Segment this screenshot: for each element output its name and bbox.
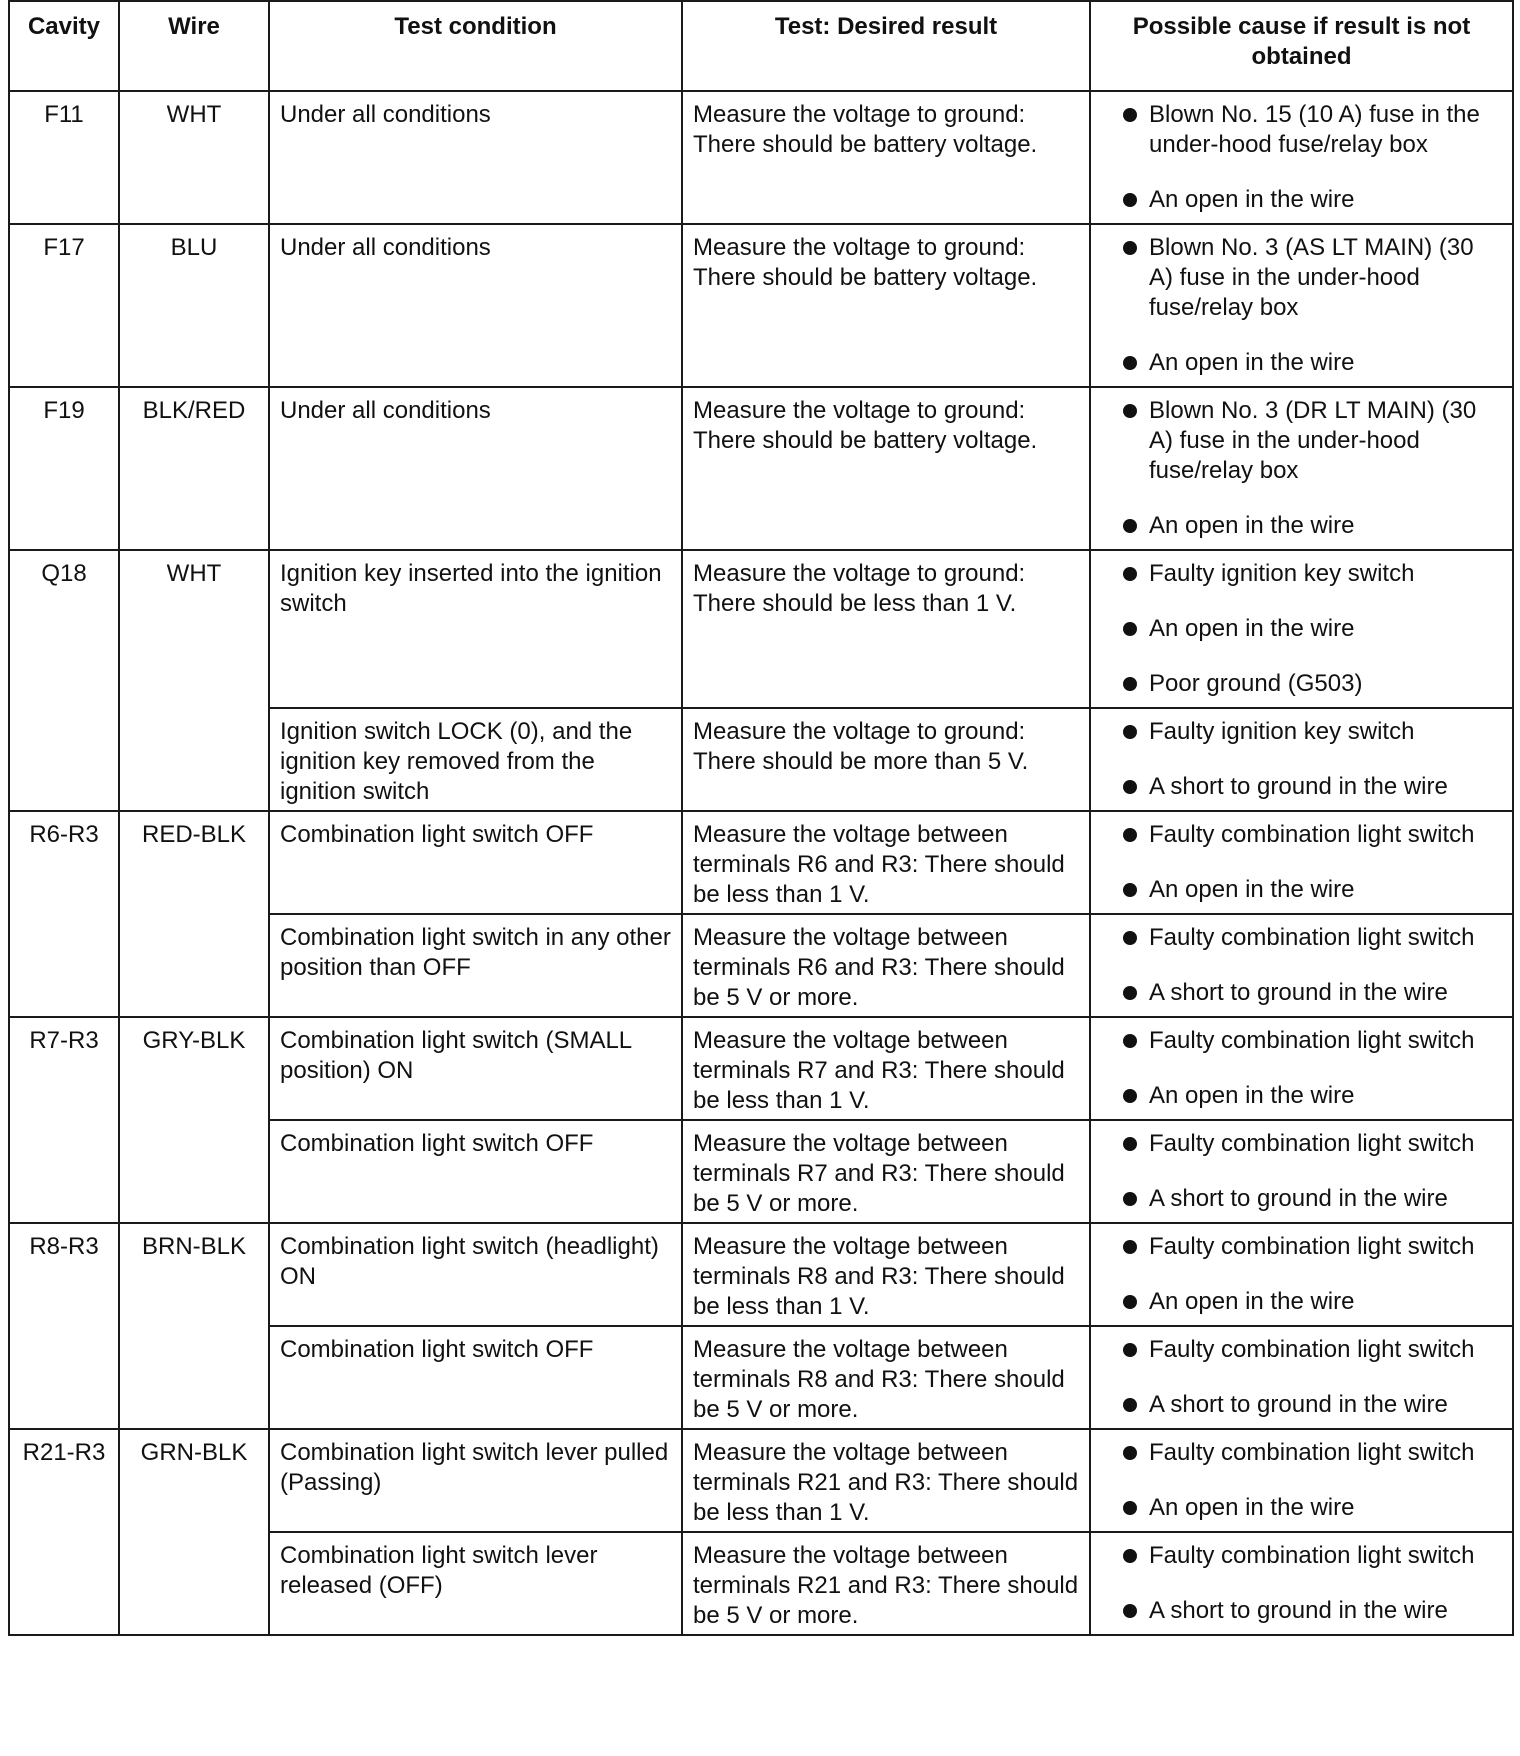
cause-list: [1101, 396, 1502, 541]
bullet-icon: [1123, 883, 1137, 897]
wire-cell: GRN-BLK: [119, 1429, 269, 1635]
cause-text: Faulty combination light switch: [1149, 1027, 1475, 1054]
cause-text: An open in the wire: [1149, 876, 1355, 903]
bullet-icon: [1123, 725, 1137, 739]
cause-item: [1101, 511, 1502, 541]
desired-result-cell: Measure the voltage between terminals R7 and R3: There should be less than 1 V.: [682, 1017, 1090, 1120]
cause-item: [1101, 1081, 1502, 1111]
test-condition-cell: Combination light switch lever released (OFF): [269, 1532, 682, 1635]
cause-text: A short to ground in the wire: [1149, 773, 1448, 800]
test-condition-cell: Combination light switch (SMALL position) ON: [269, 1017, 682, 1120]
bullet-icon: [1123, 108, 1137, 122]
bullet-icon: [1123, 404, 1137, 418]
cause-text: Blown No. 3 (DR LT MAIN) (30 A) fuse in the under-hood fuse/relay box: [1149, 397, 1477, 484]
test-condition-cell: Combination light switch lever pulled (Passing): [269, 1429, 682, 1532]
wire-cell: BLK/RED: [119, 387, 269, 550]
cause-text: A short to ground in the wire: [1149, 1185, 1448, 1212]
wire-cell: WHT: [119, 550, 269, 811]
cause-text: An open in the wire: [1149, 1494, 1355, 1521]
possible-cause-cell: [1090, 811, 1513, 914]
bullet-icon: [1123, 1604, 1137, 1618]
cause-list: [1101, 233, 1502, 378]
cause-item: [1101, 233, 1502, 323]
table-row: [9, 224, 1513, 387]
cause-text: An open in the wire: [1149, 512, 1355, 539]
table-row: [9, 1429, 1513, 1532]
desired-result-cell: Measure the voltage to ground: There should be battery voltage.: [682, 387, 1090, 550]
possible-cause-cell: [1090, 387, 1513, 550]
bullet-icon: [1123, 986, 1137, 1000]
header-test-condition: Test condition: [269, 1, 682, 91]
cause-item: [1101, 1438, 1502, 1468]
cavity-cell: R21-R3: [9, 1429, 119, 1635]
cause-text: An open in the wire: [1149, 1288, 1355, 1315]
table-body: [9, 91, 1513, 1635]
cause-list: [1101, 559, 1502, 699]
cause-list: [1101, 1129, 1502, 1214]
desired-result-cell: Measure the voltage between terminals R6 and R3: There should be 5 V or more.: [682, 914, 1090, 1017]
possible-cause-cell: [1090, 914, 1513, 1017]
cause-item: [1101, 100, 1502, 160]
cavity-cell: F19: [9, 387, 119, 550]
possible-cause-cell: [1090, 1017, 1513, 1120]
header-possible-cause: Possible cause if result is not obtained: [1090, 1, 1513, 91]
cause-item: [1101, 559, 1502, 589]
cause-item: [1101, 1390, 1502, 1420]
bullet-icon: [1123, 677, 1137, 691]
cause-list: [1101, 717, 1502, 802]
test-condition-cell: Under all conditions: [269, 91, 682, 224]
possible-cause-cell: [1090, 1532, 1513, 1635]
cause-item: [1101, 348, 1502, 378]
possible-cause-cell: [1090, 1120, 1513, 1223]
test-condition-cell: Combination light switch OFF: [269, 811, 682, 914]
cause-item: [1101, 1596, 1502, 1626]
cause-text: An open in the wire: [1149, 615, 1355, 642]
possible-cause-cell: [1090, 224, 1513, 387]
cause-text: An open in the wire: [1149, 349, 1355, 376]
cause-text: Faulty combination light switch: [1149, 1542, 1475, 1569]
cause-item: [1101, 772, 1502, 802]
desired-result-cell: Measure the voltage between terminals R21 and R3: There should be less than 1 V.: [682, 1429, 1090, 1532]
cause-item: [1101, 1493, 1502, 1523]
cause-text: Faulty combination light switch: [1149, 1233, 1475, 1260]
header-cavity: Cavity: [9, 1, 119, 91]
possible-cause-cell: [1090, 1429, 1513, 1532]
table-row: [9, 550, 1513, 708]
cause-text: Faulty combination light switch: [1149, 1439, 1475, 1466]
cause-item: [1101, 1129, 1502, 1159]
header-row: [9, 1, 1513, 91]
cause-item: [1101, 185, 1502, 215]
bullet-icon: [1123, 1501, 1137, 1515]
table-row: [9, 1223, 1513, 1326]
cause-item: [1101, 1184, 1502, 1214]
cause-item: [1101, 820, 1502, 850]
bullet-icon: [1123, 1034, 1137, 1048]
cavity-cell: Q18: [9, 550, 119, 811]
cause-item: [1101, 1026, 1502, 1056]
test-condition-cell: Ignition switch LOCK (0), and the ignition key removed from the ignition switch: [269, 708, 682, 811]
test-condition-cell: Under all conditions: [269, 224, 682, 387]
possible-cause-cell: [1090, 91, 1513, 224]
desired-result-cell: Measure the voltage to ground: There should be less than 1 V.: [682, 550, 1090, 708]
cause-item: [1101, 396, 1502, 486]
bullet-icon: [1123, 241, 1137, 255]
cause-text: An open in the wire: [1149, 1082, 1355, 1109]
bullet-icon: [1123, 1398, 1137, 1412]
cause-item: [1101, 1287, 1502, 1317]
table-row: [9, 387, 1513, 550]
desired-result-cell: Measure the voltage between terminals R8 and R3: There should be 5 V or more.: [682, 1326, 1090, 1429]
cause-list: [1101, 1541, 1502, 1626]
test-condition-cell: Combination light switch OFF: [269, 1120, 682, 1223]
test-condition-cell: Combination light switch (headlight) ON: [269, 1223, 682, 1326]
cause-text: Faulty ignition key switch: [1149, 560, 1415, 587]
cause-text: Poor ground (G503): [1149, 670, 1363, 697]
cause-list: [1101, 1026, 1502, 1111]
cavity-cell: R7-R3: [9, 1017, 119, 1223]
desired-result-cell: Measure the voltage between terminals R6 and R3: There should be less than 1 V.: [682, 811, 1090, 914]
desired-result-cell: Measure the voltage between terminals R8 and R3: There should be less than 1 V.: [682, 1223, 1090, 1326]
cause-item: [1101, 614, 1502, 644]
cause-item: [1101, 978, 1502, 1008]
cause-list: [1101, 1438, 1502, 1523]
desired-result-cell: Measure the voltage to ground: There should be more than 5 V.: [682, 708, 1090, 811]
wire-cell: WHT: [119, 91, 269, 224]
cause-text: A short to ground in the wire: [1149, 1597, 1448, 1624]
bullet-icon: [1123, 1240, 1137, 1254]
bullet-icon: [1123, 1446, 1137, 1460]
cause-text: An open in the wire: [1149, 186, 1355, 213]
test-condition-cell: Ignition key inserted into the ignition switch: [269, 550, 682, 708]
cavity-cell: F17: [9, 224, 119, 387]
cavity-cell: F11: [9, 91, 119, 224]
cause-item: [1101, 1335, 1502, 1365]
table-row: [9, 91, 1513, 224]
wire-cell: BLU: [119, 224, 269, 387]
wire-cell: BRN-BLK: [119, 1223, 269, 1429]
cause-list: [1101, 100, 1502, 215]
bullet-icon: [1123, 1549, 1137, 1563]
cause-text: Faulty combination light switch: [1149, 1130, 1475, 1157]
cause-item: [1101, 1541, 1502, 1571]
cause-item: [1101, 669, 1502, 699]
diagnosis-table: [8, 0, 1514, 1636]
cause-text: Faulty combination light switch: [1149, 821, 1475, 848]
cause-text: Faulty ignition key switch: [1149, 718, 1415, 745]
cavity-cell: R6-R3: [9, 811, 119, 1017]
cavity-cell: R8-R3: [9, 1223, 119, 1429]
cause-item: [1101, 717, 1502, 747]
desired-result-cell: Measure the voltage between terminals R21 and R3: There should be 5 V or more.: [682, 1532, 1090, 1635]
cause-list: [1101, 923, 1502, 1008]
cause-item: [1101, 1232, 1502, 1262]
cause-text: Blown No. 15 (10 A) fuse in the under-hood fuse/relay box: [1149, 101, 1480, 158]
test-condition-cell: Combination light switch OFF: [269, 1326, 682, 1429]
cause-text: A short to ground in the wire: [1149, 979, 1448, 1006]
test-condition-cell: Under all conditions: [269, 387, 682, 550]
desired-result-cell: Measure the voltage between terminals R7 and R3: There should be 5 V or more.: [682, 1120, 1090, 1223]
cause-list: [1101, 820, 1502, 905]
cause-list: [1101, 1335, 1502, 1420]
cause-list: [1101, 1232, 1502, 1317]
bullet-icon: [1123, 193, 1137, 207]
possible-cause-cell: [1090, 550, 1513, 708]
bullet-icon: [1123, 1192, 1137, 1206]
bullet-icon: [1123, 1295, 1137, 1309]
bullet-icon: [1123, 1089, 1137, 1103]
bullet-icon: [1123, 828, 1137, 842]
bullet-icon: [1123, 931, 1137, 945]
header-desired-result: Test: Desired result: [682, 1, 1090, 91]
possible-cause-cell: [1090, 1223, 1513, 1326]
bullet-icon: [1123, 622, 1137, 636]
bullet-icon: [1123, 567, 1137, 581]
cause-item: [1101, 875, 1502, 905]
header-wire: Wire: [119, 1, 269, 91]
test-condition-cell: Combination light switch in any other position than OFF: [269, 914, 682, 1017]
cause-text: Faulty combination light switch: [1149, 924, 1475, 951]
cause-text: A short to ground in the wire: [1149, 1391, 1448, 1418]
cause-text: Blown No. 3 (AS LT MAIN) (30 A) fuse in the under-hood fuse/relay box: [1149, 234, 1474, 321]
wire-cell: GRY-BLK: [119, 1017, 269, 1223]
table-row: [9, 1017, 1513, 1120]
bullet-icon: [1123, 356, 1137, 370]
bullet-icon: [1123, 780, 1137, 794]
bullet-icon: [1123, 1137, 1137, 1151]
possible-cause-cell: [1090, 708, 1513, 811]
bullet-icon: [1123, 1343, 1137, 1357]
possible-cause-cell: [1090, 1326, 1513, 1429]
cause-item: [1101, 923, 1502, 953]
cause-text: Faulty combination light switch: [1149, 1336, 1475, 1363]
table-row: [9, 811, 1513, 914]
bullet-icon: [1123, 519, 1137, 533]
desired-result-cell: Measure the voltage to ground: There should be battery voltage.: [682, 91, 1090, 224]
desired-result-cell: Measure the voltage to ground: There should be battery voltage.: [682, 224, 1090, 387]
wire-cell: RED-BLK: [119, 811, 269, 1017]
